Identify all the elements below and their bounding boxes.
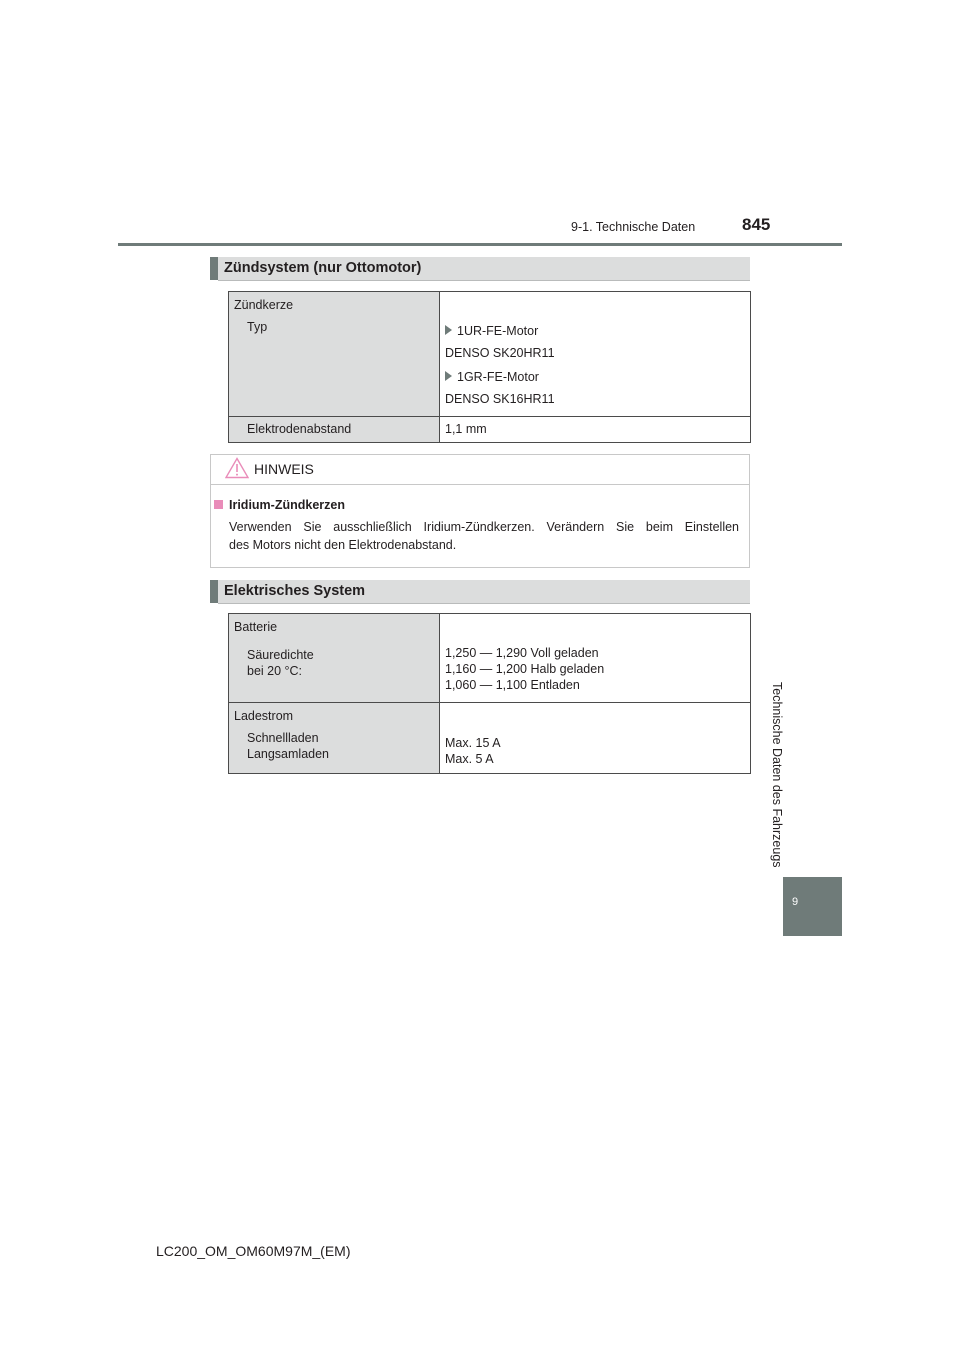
table-cell-label — [229, 703, 440, 774]
plug-1gr-value: DENSO SK16HR11 — [445, 392, 555, 406]
triangle-bullet-icon — [445, 371, 452, 381]
header-rule — [118, 243, 842, 246]
engine-1ur-row — [445, 324, 755, 338]
slow-charge-value: Max. 5 A — [445, 752, 494, 766]
section-heading-ignition-text: Zündsystem (nur Ottomotor) — [224, 260, 422, 276]
page-number: 845 — [742, 215, 771, 234]
table-row — [229, 614, 751, 703]
section-heading-electrical-text: Elektrisches System — [224, 583, 366, 599]
table-cell-label — [229, 614, 440, 703]
square-bullet-icon — [214, 500, 223, 509]
ignition-spec-table — [228, 291, 751, 443]
gap-value: 1,1 mm — [445, 422, 487, 436]
table-cell-value — [440, 417, 751, 443]
charge-current-label: Ladestrom — [234, 709, 294, 723]
fast-charge-label: Schnellladen — [247, 731, 319, 745]
gap-label: Elektrodenabstand — [247, 422, 352, 436]
density-value-half: 1,160 — 1,200 Halb geladen — [445, 662, 605, 676]
type-label: Typ — [247, 320, 268, 334]
spark-plug-label: Zündkerze — [234, 298, 294, 312]
table-cell-value — [440, 292, 751, 417]
table-row — [229, 703, 751, 774]
density-value-empty: 1,060 — 1,100 Entladen — [445, 678, 580, 692]
chapter-side-label: Technische Daten des Fahrzeugs — [770, 682, 784, 868]
engine-1gr-row — [445, 370, 755, 384]
table-cell-label — [229, 292, 440, 417]
electrical-spec-table — [228, 613, 751, 774]
table-row — [229, 417, 751, 443]
section-heading-ignition — [210, 257, 750, 280]
section-heading-electrical — [210, 580, 750, 603]
density-value-full: 1,250 — 1,290 Voll geladen — [445, 646, 599, 660]
table-cell-label — [229, 417, 440, 443]
notice-body-line-1: Verwenden Sie ausschließlich Iridium-Zündkerzen. Verändern Sie beim Einstellen — [229, 520, 739, 534]
notice-title: HINWEIS — [254, 461, 314, 477]
chapter-number: 9 — [791, 896, 799, 908]
engine-1gr-label: 1GR-FE-Motor — [457, 370, 539, 384]
notice-body — [229, 518, 739, 554]
table-cell-value — [440, 614, 751, 703]
footer-code: LC200_OM_OM60M97M_(EM) — [156, 1243, 351, 1259]
notice-subheading: Iridium-Zündkerzen — [229, 498, 345, 512]
triangle-bullet-icon — [445, 325, 452, 335]
slow-charge-label: Langsamladen — [247, 747, 330, 761]
battery-label: Batterie — [234, 620, 278, 634]
warning-triangle-icon — [225, 457, 249, 479]
table-row — [229, 292, 751, 417]
fast-charge-value: Max. 15 A — [445, 736, 501, 750]
notice-divider — [210, 484, 750, 485]
density-label-line-2: bei 20 °C: — [247, 664, 303, 678]
plug-1ur-value: DENSO SK20HR11 — [445, 346, 555, 360]
engine-1ur-label: 1UR-FE-Motor — [457, 324, 539, 338]
density-label-line-1: Säuredichte — [247, 648, 314, 662]
table-cell-value — [440, 703, 751, 774]
notice-body-line-2: des Motors nicht den Elektrodenabstand. — [229, 538, 457, 552]
running-header-section: 9-1. Technische Daten — [571, 220, 696, 234]
